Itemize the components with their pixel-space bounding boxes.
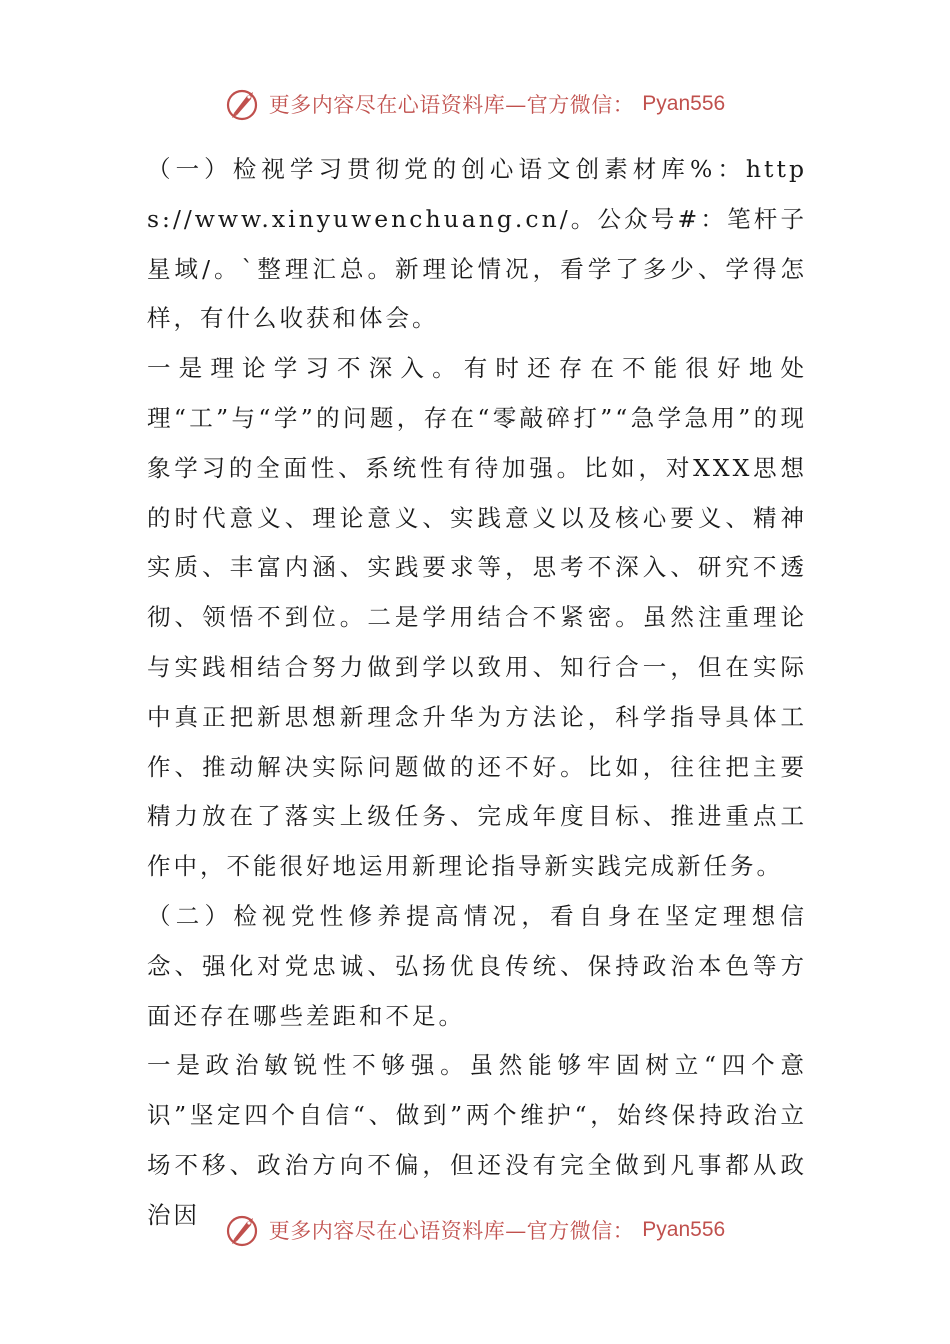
paragraph: 一是政治敏锐性不够强。虽然能够牢固树立“四个意识”坚定四个自信“、做到”两个维护“，始终保持政治立场不移、政治方向不偏，但还没有完全做到凡事都从政治因	[147, 1051, 807, 1229]
footer-banner	[0, 1208, 950, 1252]
banner-wechat-id: Pyan556	[642, 1218, 726, 1241]
banner-wechat-id: Pyan556	[642, 92, 726, 115]
pen-nib-circle-icon	[225, 86, 261, 122]
paragraph: （二）检视党性修养提高情况，看自身在坚定理想信念、强化对党忠诚、弘扬优良传统、保持政治本色等方面还存在哪些差距和不足。	[147, 901, 807, 1030]
paragraph: 一是理论学习不深入。有时还存在不能很好地处理“工”与“学”的问题，存在“零敲碎打”“急学急用”的现象学习的全面性、系统性有待加强。比如，对XXX思想的时代意义、理论意义、实践意义以及核心要义、精神实质、丰富内涵、实践要求等，思考不深入、研究不透彻、领悟不到位。二是学用结合不紧密。虽然注重理论与实践相结合努力做到学以致用、知行合一，但在实际中真正把新思想新理念升华为方法论，科学指导具体工作、推动解决实际问题做的还不好。比如，往往把主要精力放在了落实上级任务、完成年度目标、推进重点工作中，不能很好地运用新理论指导新实践完成新任务。	[147, 354, 807, 881]
header-banner	[0, 82, 950, 126]
document-body	[147, 145, 807, 1241]
banner-text: 更多内容尽在心语资料库—官方微信：	[268, 93, 635, 117]
pen-nib-circle-icon	[225, 1212, 261, 1248]
banner-text: 更多内容尽在心语资料库—官方微信：	[268, 1219, 635, 1243]
paragraph: （一）检视学习贯彻党的创心语文创素材库%：https://www.xinyuwenchuang.cn/。公众号#：笔杆子星域/。`整理汇总。新理论情况，看学了多少、学得怎样，有什么收获和体会。	[147, 155, 807, 333]
